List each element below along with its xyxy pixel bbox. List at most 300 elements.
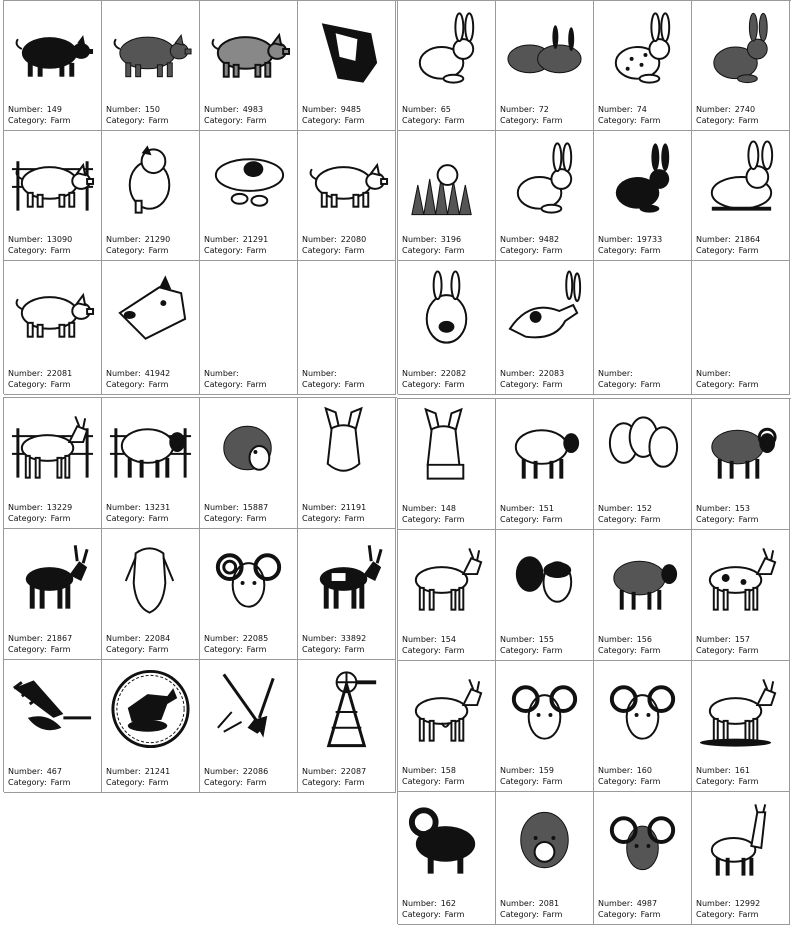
number-line	[8, 633, 72, 644]
clipart-cell[interactable]	[102, 398, 200, 529]
category-value: Farm	[50, 514, 71, 523]
number-label: Number:	[402, 105, 437, 114]
category-value: Farm	[542, 910, 563, 919]
number-label: Number:	[598, 235, 633, 244]
category-label: Category:	[106, 116, 145, 125]
clipart-cell[interactable]	[692, 661, 790, 792]
number-line	[696, 368, 758, 379]
category-value: Farm	[344, 514, 365, 523]
clipart-caption	[204, 234, 268, 256]
clipart-cell[interactable]	[398, 530, 496, 661]
clipart-cell[interactable]	[102, 131, 200, 261]
number-line	[8, 502, 72, 513]
number-label: Number:	[500, 766, 535, 775]
clipart-caption	[402, 765, 464, 787]
goat-at-fence-icon	[8, 406, 97, 488]
clipart-caption	[302, 766, 366, 788]
number-line	[106, 234, 170, 245]
category-value: Farm	[444, 116, 465, 125]
number-label: Number:	[598, 105, 633, 114]
category-line	[302, 115, 364, 126]
pig-outline-icon	[302, 139, 391, 221]
number-value: 12992	[734, 899, 761, 908]
clipart-cell[interactable]	[200, 261, 298, 395]
llama-icon	[696, 800, 785, 882]
clipart-cell[interactable]	[398, 131, 496, 261]
category-label: Category:	[204, 514, 243, 523]
donkey-head-icon	[402, 407, 491, 489]
clipart-cell[interactable]	[102, 660, 200, 793]
number-line	[204, 234, 268, 245]
category-line	[696, 645, 758, 656]
clipart-caption	[598, 368, 660, 390]
category-value: Farm	[148, 645, 169, 654]
clipart-cell[interactable]	[200, 1, 298, 131]
clipart-cell[interactable]	[102, 529, 200, 660]
hog-engraving-icon	[106, 9, 195, 91]
clipart-cell[interactable]	[102, 1, 200, 131]
clipart-caption	[8, 633, 72, 655]
clipart-cell[interactable]	[594, 399, 692, 530]
category-label: Category:	[500, 380, 539, 389]
number-label: Number:	[402, 635, 437, 644]
category-value: Farm	[246, 116, 267, 125]
clipart-cell[interactable]	[496, 1, 594, 131]
sitting-piglet-icon	[106, 139, 195, 221]
number-line	[106, 633, 170, 644]
number-value: 2740	[734, 105, 756, 114]
category-line	[402, 514, 464, 525]
category-value: Farm	[148, 778, 169, 787]
ram-face-icon	[598, 669, 687, 751]
category-line	[598, 115, 660, 126]
category-label: Category:	[598, 515, 637, 524]
number-label: Number:	[8, 235, 43, 244]
number-line	[500, 104, 562, 115]
category-label: Category:	[696, 116, 735, 125]
rabbit-front-icon	[402, 269, 491, 351]
clipart-caption	[106, 234, 170, 256]
clipart-cell[interactable]	[200, 131, 298, 261]
category-line	[204, 115, 266, 126]
number-line	[302, 633, 366, 644]
goat-head-icon	[106, 537, 195, 619]
goat-standing-icon	[402, 538, 491, 620]
category-line	[302, 777, 366, 788]
category-label: Category:	[302, 514, 341, 523]
category-line	[598, 514, 660, 525]
category-value: Farm	[246, 514, 267, 523]
category-line	[8, 777, 70, 788]
clipart-caption	[500, 898, 562, 920]
clipart-cell[interactable]	[298, 660, 396, 793]
horse-emblem-icon	[106, 668, 195, 750]
spotted-goat-icon	[696, 538, 785, 620]
category-value: Farm	[542, 777, 563, 786]
clipart-caption	[302, 633, 366, 655]
category-line	[696, 379, 758, 390]
category-line	[8, 513, 72, 524]
clipart-cell[interactable]	[298, 261, 396, 395]
category-label: Category:	[302, 645, 341, 654]
clipart-cell[interactable]	[594, 661, 692, 792]
number-value: 159	[538, 766, 554, 775]
clipart-caption	[696, 104, 758, 126]
number-line	[204, 502, 268, 513]
clipart-cell[interactable]	[4, 660, 102, 793]
clipart-cell[interactable]	[692, 261, 790, 395]
category-label: Category:	[500, 910, 539, 919]
clipart-caption	[598, 765, 660, 787]
category-line	[500, 645, 562, 656]
clipart-caption	[8, 234, 72, 256]
category-line	[106, 245, 170, 256]
number-line	[106, 104, 168, 115]
number-line	[204, 766, 268, 777]
number-line	[106, 766, 170, 777]
clipart-cell[interactable]	[692, 792, 790, 925]
farm-tools-icon	[204, 668, 293, 750]
number-line	[402, 104, 464, 115]
clipart-cell[interactable]	[398, 261, 496, 395]
number-value: 148	[440, 504, 456, 513]
rabbit-sitting-icon	[402, 9, 491, 91]
number-label: Number:	[106, 369, 141, 378]
category-line	[598, 379, 660, 390]
clipart-cell[interactable]	[692, 1, 790, 131]
category-line	[598, 645, 660, 656]
number-line	[500, 234, 562, 245]
category-value: Farm	[738, 246, 759, 255]
number-line	[402, 234, 464, 245]
clipart-cell[interactable]	[496, 661, 594, 792]
number-value: 15887	[242, 503, 269, 512]
category-line	[302, 644, 366, 655]
clipart-cell[interactable]	[692, 530, 790, 661]
number-value: 155	[538, 635, 554, 644]
nanny-goat-icon	[402, 669, 491, 751]
number-label: Number:	[402, 369, 437, 378]
number-label: Number:	[106, 503, 141, 512]
clipart-cell[interactable]	[496, 131, 594, 261]
clipart-caption	[204, 766, 268, 788]
category-value: Farm	[344, 645, 365, 654]
category-label: Category:	[696, 777, 735, 786]
number-label: Number:	[106, 235, 141, 244]
category-value: Farm	[148, 246, 169, 255]
empty-art-slot	[598, 269, 687, 351]
number-value: 22080	[340, 235, 367, 244]
number-label: Number:	[402, 899, 437, 908]
category-label: Category:	[402, 777, 441, 786]
category-value: Farm	[246, 778, 267, 787]
number-line	[598, 104, 660, 115]
number-line	[598, 634, 660, 645]
clipart-cell[interactable]	[496, 261, 594, 395]
clipart-cell[interactable]	[4, 398, 102, 529]
number-label: Number:	[598, 504, 633, 513]
windmill-icon	[302, 668, 391, 750]
category-line	[500, 379, 564, 390]
clipart-cell[interactable]	[692, 399, 790, 530]
category-line	[500, 245, 562, 256]
category-value: Farm	[246, 645, 267, 654]
rabbit-engraving-icon	[696, 9, 785, 91]
number-line	[696, 898, 760, 909]
number-line	[8, 234, 72, 245]
category-line	[696, 514, 758, 525]
number-line	[598, 368, 660, 379]
category-line	[402, 645, 464, 656]
clipart-cell[interactable]	[298, 529, 396, 660]
category-line	[302, 379, 364, 390]
clipart-cell[interactable]	[496, 399, 594, 530]
category-line	[402, 909, 464, 920]
number-line	[402, 765, 464, 776]
curly-ram-icon	[500, 669, 589, 751]
sow-nursing-icon	[204, 139, 293, 221]
number-label: Number:	[696, 766, 731, 775]
clipart-cell[interactable]	[594, 1, 692, 131]
category-value: Farm	[444, 515, 465, 524]
clipart-cell[interactable]	[298, 398, 396, 529]
clipart-cell[interactable]	[594, 261, 692, 395]
clipart-cell[interactable]	[594, 792, 692, 925]
number-line	[402, 634, 464, 645]
clipart-cell[interactable]	[200, 660, 298, 793]
number-label: Number:	[106, 634, 141, 643]
category-value: Farm	[50, 380, 71, 389]
category-value: Farm	[148, 380, 169, 389]
number-value: 21290	[144, 235, 171, 244]
number-line	[696, 634, 758, 645]
number-label: Number:	[500, 369, 535, 378]
category-line	[302, 513, 366, 524]
number-value: 21291	[242, 235, 269, 244]
category-label: Category:	[8, 778, 47, 787]
spotted-rabbit-icon	[598, 9, 687, 91]
clipart-cell[interactable]	[594, 131, 692, 261]
number-line	[204, 633, 268, 644]
category-value: Farm	[738, 646, 759, 655]
number-line	[598, 503, 660, 514]
number-label: Number:	[204, 369, 239, 378]
number-line	[696, 503, 758, 514]
woolly-sheep-icon	[598, 538, 687, 620]
clipart-cell[interactable]	[496, 530, 594, 661]
clipart-cell[interactable]	[398, 1, 496, 131]
category-line	[696, 776, 758, 787]
category-line	[106, 777, 170, 788]
clipart-caption	[8, 104, 70, 126]
category-line	[106, 379, 170, 390]
mule-head-icon	[302, 406, 391, 488]
number-line	[402, 368, 466, 379]
category-line	[402, 379, 466, 390]
category-line	[8, 379, 72, 390]
goat-shadow-icon	[696, 669, 785, 751]
number-value: 152	[636, 504, 652, 513]
number-value: 22081	[46, 369, 73, 378]
number-line	[302, 766, 366, 777]
clipart-caption	[598, 104, 660, 126]
category-line	[696, 245, 760, 256]
number-value: 65	[440, 105, 451, 114]
clipart-cell[interactable]	[4, 1, 102, 131]
sheep-goat-sheet	[397, 398, 791, 924]
clipart-cell[interactable]	[298, 1, 396, 131]
clipart-cell[interactable]	[4, 261, 102, 395]
category-label: Category:	[696, 910, 735, 919]
white-rabbit-icon	[696, 139, 785, 221]
clipart-caption	[696, 234, 760, 256]
number-label: Number:	[8, 369, 43, 378]
category-value: Farm	[344, 246, 365, 255]
category-value: Farm	[344, 116, 365, 125]
category-value: Farm	[738, 910, 759, 919]
category-label: Category:	[402, 246, 441, 255]
category-label: Category:	[204, 645, 243, 654]
clipart-caption	[696, 368, 758, 390]
number-line	[696, 104, 758, 115]
category-label: Category:	[302, 246, 341, 255]
number-value: 161	[734, 766, 750, 775]
number-label: Number:	[696, 235, 731, 244]
clipart-cell[interactable]	[200, 398, 298, 529]
number-label: Number:	[8, 105, 43, 114]
number-value: 13229	[46, 503, 73, 512]
number-label: Number:	[106, 767, 141, 776]
category-value: Farm	[246, 380, 267, 389]
category-value: Farm	[444, 777, 465, 786]
category-value: Farm	[148, 116, 169, 125]
black-rabbit-icon	[598, 139, 687, 221]
empty-art-slot	[696, 269, 785, 351]
category-value: Farm	[542, 646, 563, 655]
category-value: Farm	[640, 910, 661, 919]
number-line	[402, 503, 464, 514]
category-line	[402, 776, 464, 787]
category-value: Farm	[50, 116, 71, 125]
number-line	[8, 368, 72, 379]
ram-head-icon	[204, 537, 293, 619]
bighorn-ram-icon	[598, 800, 687, 882]
sheep-at-fence-icon	[106, 406, 195, 488]
clipart-cell[interactable]	[398, 399, 496, 530]
plow-icon	[8, 668, 97, 750]
number-line	[302, 234, 366, 245]
category-line	[204, 379, 266, 390]
clipart-cell[interactable]	[200, 529, 298, 660]
clipart-cell[interactable]	[298, 131, 396, 261]
clipart-cell[interactable]	[496, 792, 594, 925]
number-line	[598, 765, 660, 776]
category-label: Category:	[106, 246, 145, 255]
category-value: Farm	[542, 380, 563, 389]
number-value: 149	[46, 105, 62, 114]
category-label: Category:	[106, 514, 145, 523]
number-label: Number:	[402, 766, 437, 775]
clipart-cell[interactable]	[4, 131, 102, 261]
category-value: Farm	[640, 116, 661, 125]
clipart-cell[interactable]	[398, 792, 496, 925]
category-line	[302, 245, 366, 256]
number-line	[302, 104, 364, 115]
clipart-caption	[500, 104, 562, 126]
clipart-caption	[106, 502, 170, 524]
clipart-cell[interactable]	[102, 261, 200, 395]
number-line	[500, 634, 562, 645]
number-value: 41942	[144, 369, 171, 378]
number-value: 150	[144, 105, 160, 114]
category-line	[204, 513, 268, 524]
number-value: 13231	[144, 503, 171, 512]
number-value: 160	[636, 766, 652, 775]
number-value: 21191	[340, 503, 367, 512]
sheep-standing-icon	[500, 407, 589, 489]
number-line	[598, 898, 660, 909]
category-line	[500, 776, 562, 787]
empty-art-slot	[204, 269, 293, 351]
number-label: Number:	[402, 235, 437, 244]
goat-sheep-donkey-sheet	[3, 397, 397, 792]
number-label: Number:	[402, 504, 437, 513]
clipart-caption	[8, 502, 72, 524]
clipart-caption	[302, 368, 364, 390]
clipart-caption	[696, 634, 758, 656]
clipart-cell[interactable]	[398, 661, 496, 792]
clipart-cell[interactable]	[594, 530, 692, 661]
number-label: Number:	[696, 105, 731, 114]
category-value: Farm	[444, 910, 465, 919]
number-value: 22086	[242, 767, 269, 776]
pig-walking-icon	[8, 269, 97, 351]
clipart-cell[interactable]	[692, 131, 790, 261]
category-label: Category:	[106, 645, 145, 654]
pig-head-icon	[302, 9, 391, 91]
clipart-caption	[204, 502, 268, 524]
clipart-caption	[8, 766, 70, 788]
pig-silhouette-icon	[8, 9, 97, 91]
clipart-caption	[8, 368, 72, 390]
category-label: Category:	[402, 515, 441, 524]
number-value: 4987	[636, 899, 658, 908]
clipart-caption	[598, 898, 660, 920]
category-line	[8, 644, 72, 655]
category-label: Category:	[500, 777, 539, 786]
category-label: Category:	[598, 646, 637, 655]
category-value: Farm	[640, 777, 661, 786]
category-value: Farm	[542, 515, 563, 524]
number-value: 4983	[242, 105, 264, 114]
number-value: 162	[440, 899, 456, 908]
category-value: Farm	[542, 116, 563, 125]
category-label: Category:	[8, 514, 47, 523]
number-line	[402, 898, 464, 909]
number-label: Number:	[302, 235, 337, 244]
number-value: 156	[636, 635, 652, 644]
category-line	[402, 115, 464, 126]
category-label: Category:	[204, 380, 243, 389]
category-label: Category:	[302, 380, 341, 389]
number-value: 22085	[242, 634, 269, 643]
number-label: Number:	[696, 369, 731, 378]
number-line	[302, 502, 366, 513]
category-label: Category:	[500, 246, 539, 255]
number-label: Number:	[500, 635, 535, 644]
category-value: Farm	[738, 515, 759, 524]
clipart-cell[interactable]	[4, 529, 102, 660]
